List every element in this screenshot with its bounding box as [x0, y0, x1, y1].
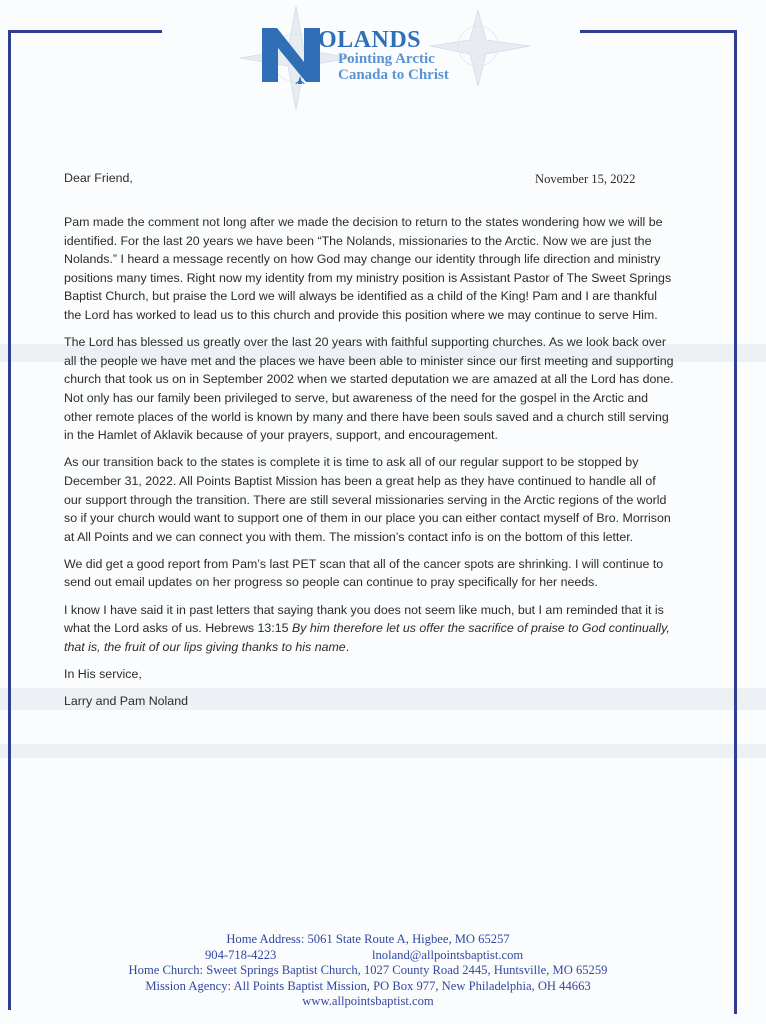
letterhead-title: OLANDS — [318, 27, 422, 53]
paragraph-blessings: The Lord has blessed us greatly over the last 20 years with faithful supporting churches. As we look back over all the people we have met and the places we have been able to minister since our first meeting and supporting church that took us on in September 2002 when we started deputation we are amazed at all the Lord has done. Not only has our family been privileged to serve, but awareness of the need for the gospel in the Arctic and other remote places of the world is known by many and there have been souls saved and a church still serving in the Hamlet of Aklavik because of your prayers, support, and encouragement. — [64, 335, 674, 443]
letterhead-tagline — [338, 51, 449, 83]
scan-band — [0, 744, 766, 758]
scripture-verse: By him therefore let us offer the sacrifice of praise to God continually, that is, the fruit of our lips giving thanks to his name — [64, 621, 670, 654]
footer-email: lnoland@allpointsbaptist.com — [372, 947, 524, 962]
signature: Larry and Pam Noland — [64, 694, 188, 709]
thanks-text: I know I have said it in past letters that saying thank you does not seem like much, but I am reminded that it is what the Lord asks of us. Hebrews 13:15 — [64, 602, 664, 636]
footer-website: www.allpointsbaptist.com — [302, 994, 434, 1008]
frame-top-right-rule — [580, 30, 737, 33]
signoff: In His service, — [64, 667, 142, 682]
paragraph-thanks — [64, 601, 676, 657]
paragraph-health-report: We did get a good report from Pam’s last PET scan that all of the cancer spots are shrinking. I will continue to send out email updates on her progress so people can continue to pray specifically for her needs. — [64, 556, 664, 590]
frame-right-rule — [734, 30, 737, 1014]
footer-home-church: Home Church: Sweet Springs Baptist Church, 1027 County Road 2445, Huntsville, MO 65259 — [128, 963, 608, 977]
letter-date: November 15, 2022 — [535, 172, 636, 186]
salutation: Dear Friend, — [64, 171, 133, 185]
letterhead-logo — [170, 6, 566, 110]
frame-left-rule — [8, 30, 11, 1010]
nolands-n-logo-icon — [260, 26, 322, 84]
frame-top-left-rule — [8, 30, 162, 33]
tagline-line-2: Canada to Christ — [338, 67, 449, 83]
contact-footer — [100, 932, 636, 1010]
footer-home-address: Home Address: 5061 State Route A, Higbee, MO 65257 — [226, 932, 510, 946]
letter-body — [64, 213, 676, 719]
paragraph-support-transition: As our transition back to the states is complete it is time to ask all of our regular support to be stopped by December 31, 2022. All Points Baptist Mission has been a great help as they have continued to handle all of our support through the transition. There are still several missionaries serving in the Arctic regions of the world so if your church would want to support one of them in our place you can either contact myself of Bro. Morrison at All Points and we can connect you with them. The mission’s contact info is on the bottom of this letter. — [64, 455, 671, 544]
footer-phone: 904-718-4223 — [205, 947, 277, 962]
paragraph-identity: Pam made the comment not long after we made the decision to return to the states wondering how we will be identified. For the last 20 years we have been “The Nolands, missionaries to the Arctic. Now we are just the Nolands.” I heard a message recently on how God may change our identity through life direction and ministry positions many times. Right now my identity from my ministry position is Assistant Pastor of The Sweet Springs Baptist Church, but praise the Lord we will always be identified as a child of the King! Pam and I are thankful the Lord has worked to lead us to this church and provide this position where we may continue to serve Him. — [64, 215, 672, 322]
tagline-line-1: Pointing Arctic — [338, 51, 435, 67]
footer-phone-email-line — [100, 948, 636, 964]
thanks-end: . — [345, 639, 350, 654]
footer-mission-agency: Mission Agency: All Points Baptist Mission, PO Box 977, New Philadelphia, OH 44663 — [145, 978, 591, 993]
